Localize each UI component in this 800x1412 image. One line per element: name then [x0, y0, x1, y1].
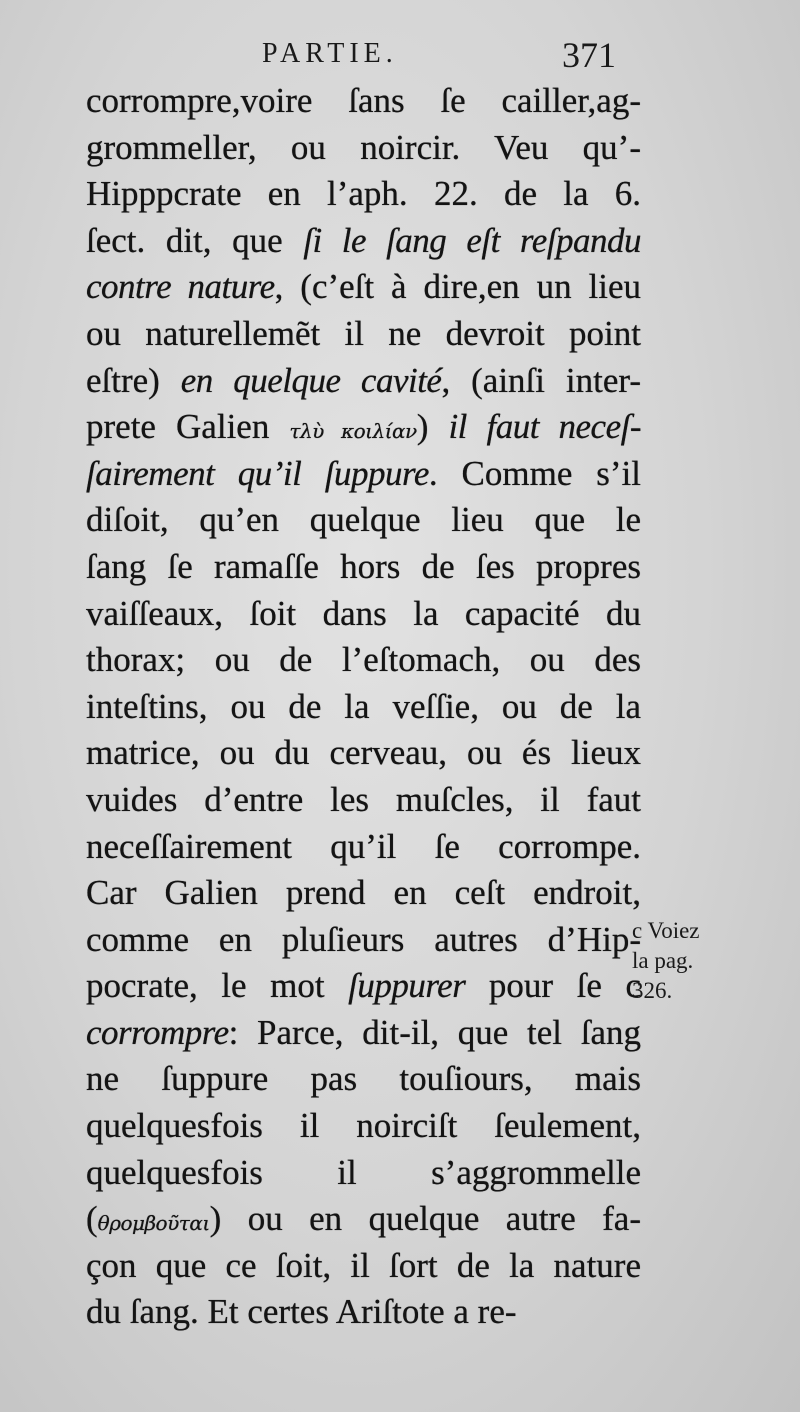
text-run: vaiſſeaux, ſoit dans la capacité du — [86, 593, 641, 633]
text-run: ſect. dit, que — [86, 220, 304, 260]
text-run: du ſang. Et certes Ariſtote a re- — [86, 1292, 517, 1332]
text-run: ) ou en quelque autre fa- — [209, 1199, 641, 1239]
text-run: ſang ſe ramaſſe hors de ſes propres — [86, 546, 641, 586]
text-run: corrompre,voire ſans ſe cailler,ag- — [86, 81, 641, 120]
text-line — [86, 1196, 641, 1243]
text-line — [86, 777, 641, 824]
italic-phrase: il faut neceſ- — [448, 407, 642, 447]
text-run: grommeller, ou noircir. Veu qu’- — [86, 127, 641, 167]
running-head: PARTIE. — [262, 38, 398, 69]
text-run: eſtre) — [86, 360, 181, 400]
text-line — [86, 1289, 641, 1336]
text-line — [86, 684, 641, 731]
text-run: prete Galien — [86, 407, 290, 447]
text-line — [86, 125, 641, 172]
text-line — [86, 404, 641, 451]
text-line — [86, 78, 641, 125]
show-through-bleed — [640, 560, 800, 760]
text-run: . Comme s’il — [428, 453, 641, 493]
text-line — [86, 1010, 641, 1057]
text-run: ou naturellemẽt il ne devroit point — [86, 313, 641, 353]
text-line — [86, 870, 641, 917]
text-run: inteſtins, ou de la veſſie, ou de la — [86, 686, 641, 726]
text-run: comme en pluſieurs autres d’Hip- — [86, 919, 641, 959]
text-line — [86, 917, 641, 964]
text-run: ( — [86, 1199, 98, 1239]
text-run: diſoit, qu’en quelque lieu que le — [86, 500, 641, 540]
text-line — [86, 171, 641, 218]
text-run: pocrate, le mot — [86, 966, 349, 1006]
text-run: , (c’eſt à dire,en un lieu — [274, 267, 642, 307]
text-run: quelquesfois il noirciſt ſeulement, — [86, 1106, 641, 1146]
text-run: quelquesfois il s’aggrommelle — [86, 1152, 641, 1192]
text-run: matrice, ou du cerveau, ou és lieux — [86, 733, 641, 773]
text-line — [86, 1103, 641, 1150]
text-line — [86, 1056, 641, 1103]
text-line — [86, 730, 641, 777]
margin-note — [632, 916, 742, 1006]
text-run: çon que ce ſoit, il ſort de la nature — [86, 1245, 641, 1285]
margin-note-line: 326. — [632, 978, 673, 1003]
text-line — [86, 311, 641, 358]
greek-phrase: τλὺ κοιλίαν — [289, 419, 417, 444]
margin-note-line: la pag. — [632, 948, 694, 973]
text-run: ) — [416, 407, 449, 447]
text-run: ne ſuppure pas touſiours, mais — [86, 1059, 641, 1099]
text-line — [86, 824, 641, 871]
text-run: Car Galien prend en ceſt endroit, — [86, 873, 641, 913]
text-line — [86, 544, 641, 591]
text-line — [86, 1150, 641, 1197]
text-line — [86, 591, 641, 638]
text-run: : Parce, dit-il, que tel ſang — [228, 1012, 641, 1052]
text-run: neceſſairement qu’il ſe corrompe. — [86, 826, 641, 866]
text-run: , (ainſi inter- — [441, 360, 641, 400]
text-line — [86, 451, 641, 498]
page-header — [0, 30, 800, 80]
italic-phrase: ſi le ſang eſt reſpandu — [303, 220, 641, 260]
text-line — [86, 218, 641, 265]
greek-phrase: θρομβοῦται — [97, 1211, 210, 1236]
italic-phrase: en quelque cavité — [180, 360, 442, 400]
text-run: Hipppcrate en l’aph. 22. de la 6. — [86, 174, 641, 214]
text-line — [86, 264, 641, 311]
text-run: thorax; ou de l’eſtomach, ou des — [86, 640, 641, 680]
text-run: vuides d’entre les muſcles, il faut — [86, 779, 641, 819]
italic-phrase: contre nature — [86, 267, 275, 307]
text-line — [86, 963, 641, 1010]
text-line — [86, 497, 641, 544]
italic-phrase: corrompre — [86, 1012, 229, 1052]
text-line — [86, 637, 641, 684]
text-line — [86, 358, 641, 405]
italic-phrase: ſuppurer — [348, 966, 466, 1006]
margin-note-line: c Voiez — [632, 918, 700, 943]
text-run: pour ſe c — [465, 966, 641, 1006]
body-text — [86, 78, 641, 1336]
italic-phrase: ſairement qu’il ſuppure — [86, 453, 429, 493]
page-number: 371 — [562, 35, 616, 75]
text-line — [86, 1243, 641, 1290]
